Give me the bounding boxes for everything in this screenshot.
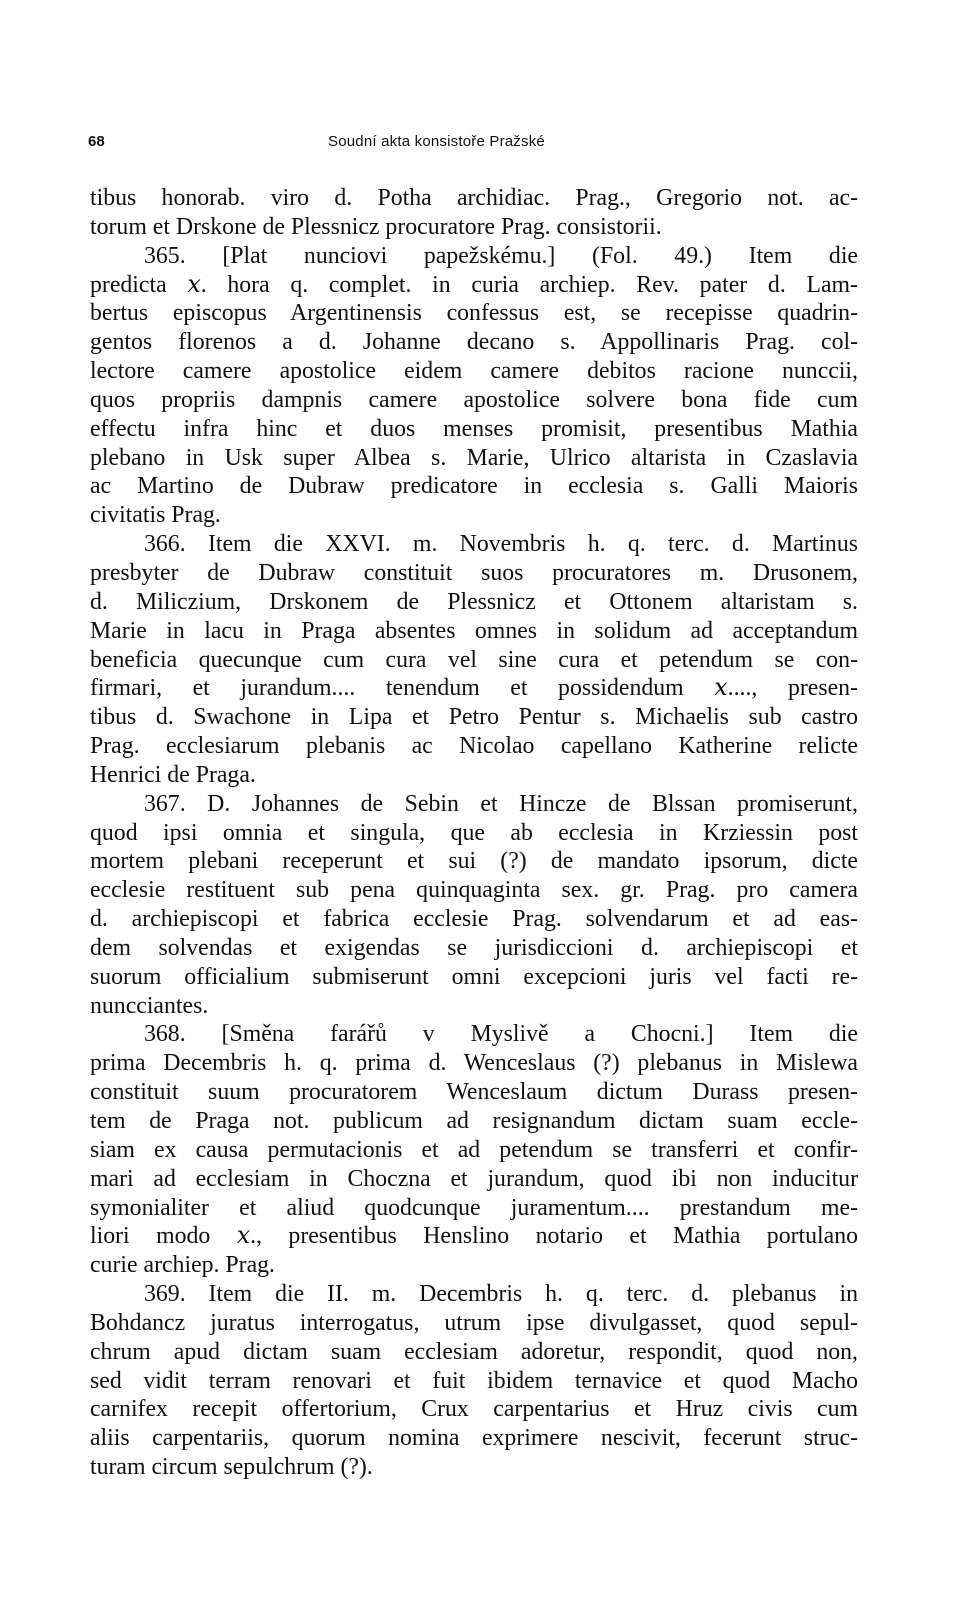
text-line: curie archiep. Prag. — [90, 1252, 275, 1279]
text-line: mari ad ecclesiam in Choczna et jurandum, quod ibi non inducitur — [90, 1165, 858, 1192]
text-line: carnifex recepit offertorium, Crux carpentarius et Hruz civis cum — [90, 1396, 858, 1423]
text-line: dem solvendas et exigendas se jurisdiccioni d. archiepiscopi et — [90, 934, 858, 961]
text-line: tibus honorab. viro d. Potha archidiac. Prag., Gregorio not. ac- — [90, 185, 858, 211]
text-line: d. archiepiscopi et fabrica ecclesie Prag. solvendarum et ad eas- — [90, 906, 858, 933]
text-line: tem de Praga not. publicum ad resignandum dictam suam eccle- — [90, 1108, 858, 1134]
text-line: presbyter de Dubraw constituit suos procuratores m. Drusonem, — [90, 559, 858, 586]
text-line: liori modo 𝑥., presentibus Henslino notario et Mathia portulano — [90, 1223, 858, 1250]
text-line: mortem plebani receperunt et sui (?) de mandato ipsorum, dicte — [90, 848, 858, 875]
text-line: nuncciantes. — [90, 992, 209, 1019]
text-line: suorum officialium submiserunt omni excepcioni juris vel facti re- — [90, 963, 858, 990]
text-line: civitatis Prag. — [90, 502, 221, 529]
text-line: aliis carpentariis, quorum nomina exprimere nescivit, fecerunt struc- — [90, 1425, 858, 1452]
text-line: Henrici de Praga. — [90, 761, 256, 788]
text-line: quod ipsi omnia et singula, que ab ecclesia in Krziessin post — [90, 819, 858, 846]
text-line: chrum apud dictam suam ecclesiam adoretur, respondit, quod non, — [90, 1338, 858, 1365]
text-line: quos propriis dampnis camere apostolice solvere bona fide cum — [90, 386, 858, 413]
text-line: ac Martino de Dubraw predicatore in ecclesia s. Galli Maioris — [90, 473, 858, 500]
page-header — [88, 133, 878, 155]
text-line: predicta 𝑥. hora q. complet. in curia archiep. Rev. pater d. Lam- — [90, 271, 858, 298]
text-line: torum et Drskone de Plessnicz procuratore Prag. consistorii. — [90, 213, 662, 240]
text-line: 369. Item die II. m. Decembris h. q. terc. d. plebanus in — [144, 1281, 858, 1308]
text-line: firmari, et jurandum.... tenendum et possidendum 𝑥...., presen- — [90, 675, 858, 702]
text-line: 365. [Plat nunciovi papežskému.] (Fol. 49.) Item die — [144, 242, 858, 269]
text-line: beneficia quecunque cum cura vel sine cura et petendum se con- — [90, 646, 858, 673]
text-line: 368. [Směna farářů v Myslivě a Chocni.] Item die — [144, 1021, 858, 1048]
page-number: 68 — [88, 133, 105, 150]
text-line: prima Decembris h. q. prima d. Wenceslaus (?) plebanus in Mislewa — [90, 1050, 858, 1077]
text-line: siam ex causa permutacionis et ad petendum se transferri et confir- — [90, 1136, 858, 1163]
body-text — [90, 184, 858, 1482]
text-line: plebano in Usk super Albea s. Marie, Ulrico altarista in Czaslavia — [90, 444, 858, 471]
text-line: constituit suum procuratorem Wenceslaum dictum Durass presen- — [90, 1079, 858, 1106]
text-line: bertus episcopus Argentinensis confessus est, se recepisse quadrin- — [90, 300, 858, 327]
text-line: ecclesie restituent sub pena quinquaginta sex. gr. Prag. pro camera — [90, 877, 858, 904]
text-line: Prag. ecclesiarum plebanis ac Nicolao capellano Katherine relicte — [90, 733, 858, 760]
text-line: tibus d. Swachone in Lipa et Petro Pentur s. Michaelis sub castro — [90, 704, 858, 731]
text-line: 366. Item die XXVI. m. Novembris h. q. terc. d. Martinus — [144, 531, 858, 558]
text-line: d. Miliczium, Drskonem de Plessnicz et Ottonem altaristam s. — [90, 588, 858, 615]
text-line: Bohdancz juratus interrogatus, utrum ipse divulgasset, quod sepul- — [90, 1309, 858, 1336]
text-line: symonialiter et aliud quodcunque juramentum.... prestandum me- — [90, 1194, 858, 1221]
text-line: 367. D. Johannes de Sebin et Hincze de Blssan promiserunt, — [144, 790, 858, 817]
text-line: sed vidit terram renovari et fuit ibidem ternavice et quod Macho — [90, 1367, 858, 1394]
text-line: gentos florenos a d. Johanne decano s. Appollinaris Prag. col- — [90, 329, 858, 356]
text-line: Marie in lacu in Praga absentes omnes in solidum ad acceptandum — [90, 617, 858, 644]
running-title: Soudní akta konsistoře Pražské — [328, 133, 545, 150]
text-line: turam circum sepulchrum (?). — [90, 1454, 373, 1481]
text-line: lectore camere apostolice eidem camere debitos racione nunccii, — [90, 358, 858, 385]
text-line: effectu infra hinc et duos menses promisit, presentibus Mathia — [90, 415, 858, 442]
